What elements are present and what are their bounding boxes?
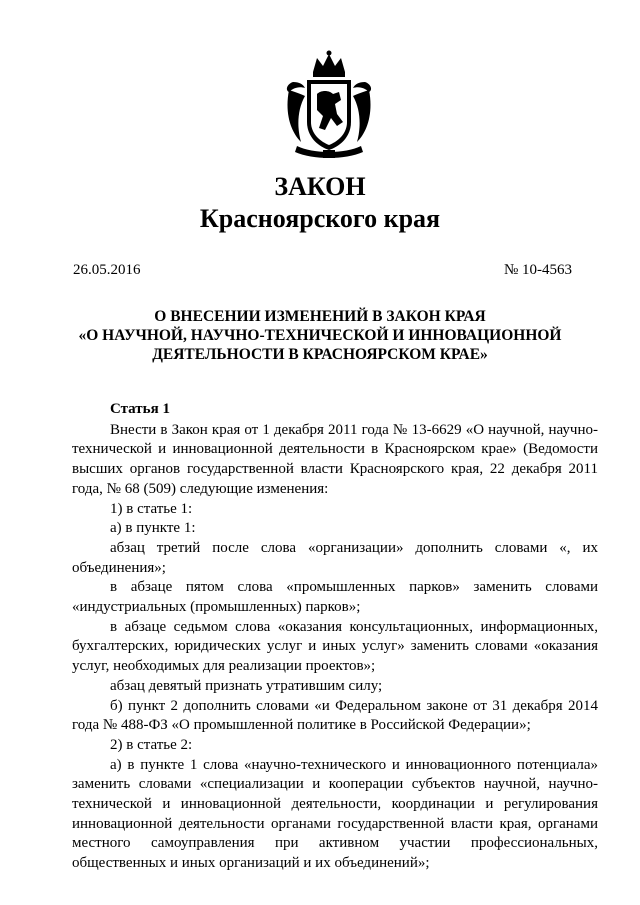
paragraph: 1) в статье 1: [110, 500, 193, 517]
paragraph: 2) в статье 2: [110, 736, 193, 753]
law-title [0, 307, 640, 364]
document-date: 26.05.2016 [73, 262, 141, 278]
paragraph: в абзаце седьмом слова «оказания консультационных, информационных, бухгалтерских, юридических услуг и иных услуг» заменить словами «оказания услуг, необходимых для реализации проектов»; [72, 618, 598, 675]
paragraph: Внести в Закон края от 1 декабря 2011 года № 13-6629 «О научной, научно-технической и инновационной деятельности в Красноярском крае» (Ведомости высших органов государственной власти Красноярского края, 22 декабря 2011 года, № 68 (509) следующие изменения: [72, 421, 598, 497]
paragraph: б) пункт 2 дополнить словами «и Федеральном законе от 31 декабря 2014 года № 488-ФЗ «О промышленной политике в Российской Федерации»; [72, 697, 598, 734]
paragraph: абзац девятый признать утратившим силу; [110, 677, 383, 694]
issuer-title: Красноярского края [199, 204, 441, 233]
document-type-title: ЗАКОН [274, 172, 366, 201]
paragraph: в абзаце пятом слова «промышленных парков» заменить словами «индустриальных (промышленных) парков»; [72, 579, 598, 616]
document-number: № 10-4563 [503, 262, 572, 278]
article-heading: Статья 1 [110, 401, 170, 417]
law-title-line: ДЕЯТЕЛЬНОСТИ В КРАСНОЯРСКОМ КРАЕ» [152, 346, 488, 363]
paragraph: а) в пункте 1: [110, 520, 196, 537]
law-title-line: О ВНЕСЕНИИ ИЗМЕНЕНИЙ В ЗАКОН КРАЯ [154, 308, 486, 325]
law-title-line: «О НАУЧНОЙ, НАУЧНО-ТЕХНИЧЕСКОЙ И ИННОВАЦИОННОЙ [78, 327, 562, 344]
paragraph: абзац третий после слова «организации» дополнить словами «, их объединения»; [72, 539, 598, 576]
paragraph: а) в пункте 1 слова «научно-технического и инновационного потенциала» заменить словами «специализации и кооперации субъектов научной, научно-технической и инновационной деятельности, координации и регулирования инновационной деятельности органами государственной власти края, органами местного самоуправления при активном участии профессиональных, общественных и иных организаций и их объединений»; [72, 756, 598, 872]
coat-of-arms-emblem [283, 50, 375, 162]
document-body [72, 400, 598, 874]
